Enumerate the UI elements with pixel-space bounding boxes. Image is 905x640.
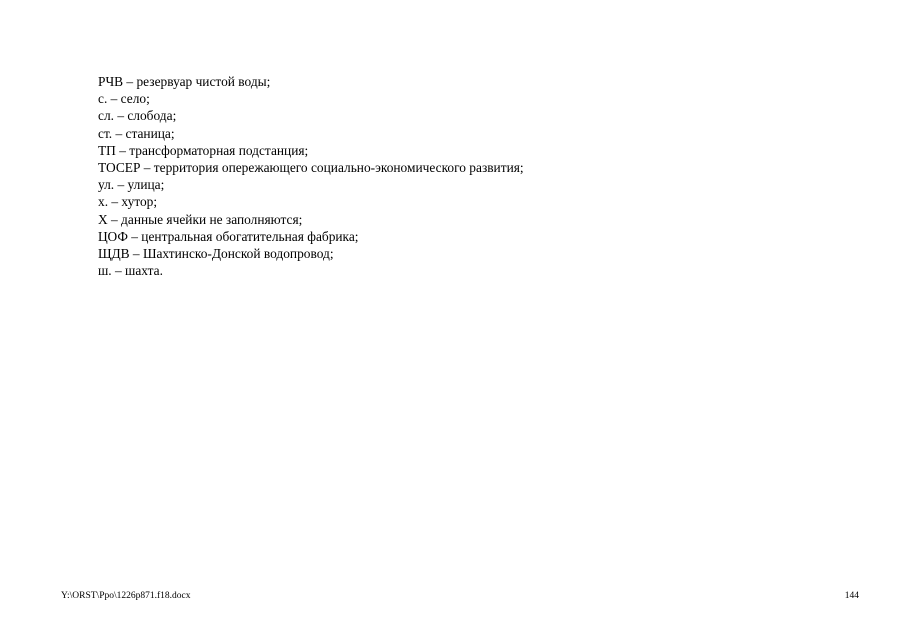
abbreviation-item: ЦОФ – центральная обогатительная фабрика; (98, 228, 359, 244)
abbreviation-item: ТОСЕР – территория опережающего социально-экономического развития; (98, 160, 524, 176)
abbreviation-item: ЩДВ – Шахтинско-Донской водопровод; (98, 246, 334, 262)
abbreviation-item: Х – данные ячейки не заполняются; (98, 211, 303, 227)
footer-file-path: Y:\ORST\Ppo\1226p871.f18.docx (61, 591, 191, 601)
abbreviation-item: ТП – трансформаторная подстанция; (98, 142, 309, 158)
abbreviation-item: ул. – улица; (98, 177, 165, 193)
abbreviation-list (98, 73, 524, 279)
abbreviation-item: сл. – слобода; (98, 108, 177, 124)
abbreviation-item: РЧВ – резервуар чистой воды; (98, 74, 271, 89)
abbreviation-item: ст. – станица; (98, 125, 175, 141)
abbreviation-item: с. – село; (98, 91, 150, 107)
abbreviation-item: ш. – шахта. (98, 263, 163, 279)
footer-page-number: 144 (844, 591, 859, 601)
abbreviation-item: х. – хутор; (98, 194, 158, 210)
